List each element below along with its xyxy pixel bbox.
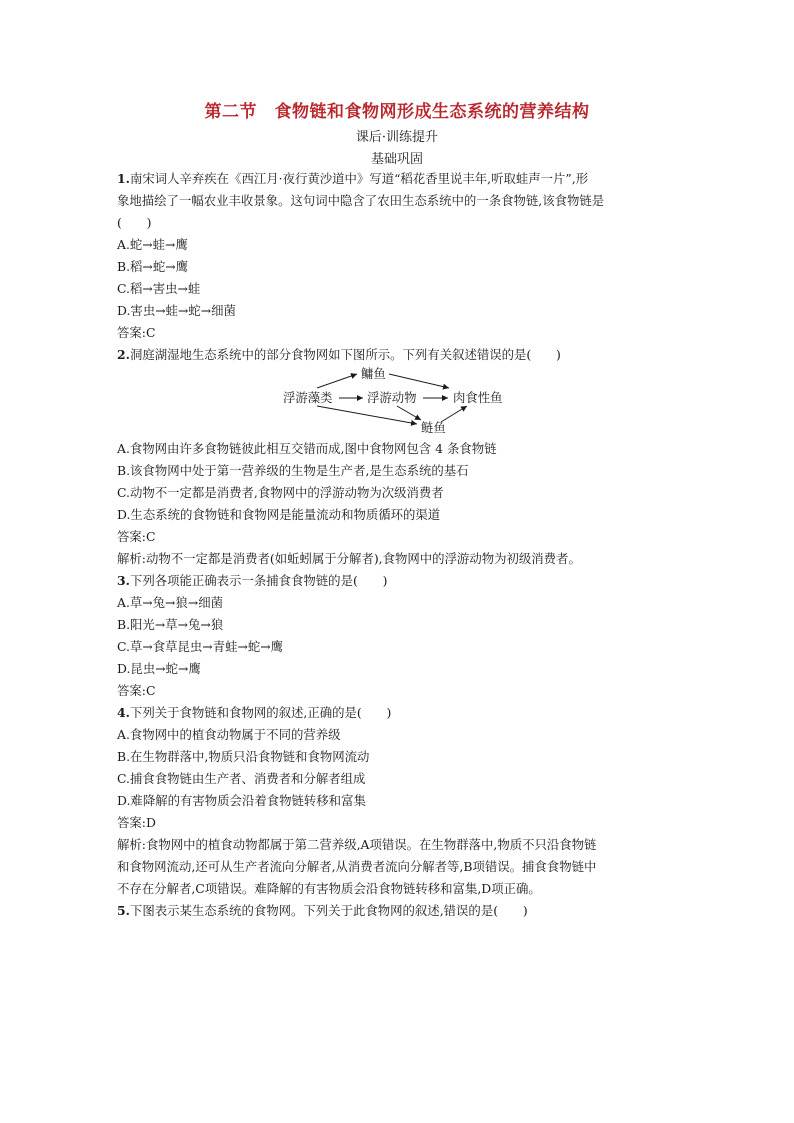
answer: 答案:C bbox=[117, 529, 156, 544]
option-c: C.捕食食物链由生产者、消费者和分解者组成 bbox=[117, 771, 366, 786]
option-c: C.草→食草昆虫→青蛙→蛇→鹰 bbox=[117, 639, 284, 654]
option-b: B.在生物群落中,物质只沿食物链和食物网流动 bbox=[117, 749, 370, 764]
question-number: 5. bbox=[117, 903, 130, 918]
node-zooplankton: 浮游动物 bbox=[367, 390, 417, 405]
page-title: 第二节 食物链和食物网形成生态系统的营养结构 bbox=[204, 102, 590, 122]
question-list bbox=[117, 168, 677, 922]
question-number: 3. bbox=[117, 573, 130, 588]
question-5-stem bbox=[117, 900, 677, 922]
arrow-zoo-to-carp2 bbox=[397, 406, 421, 420]
option-b: B.该食物网中处于第一营养级的生物是生产者,是生态系统的基石 bbox=[117, 463, 469, 478]
analysis: 和食物网流动,还可从生产者流向分解者,从消费者流向分解者等,B项错误。捕食食物链中 bbox=[117, 859, 597, 874]
question-text: 下列各项能正确表示一条捕食食物链的是( ) bbox=[129, 573, 388, 588]
node-carnivorous-fish: 肉食性鱼 bbox=[453, 390, 503, 405]
question-number: 4. bbox=[117, 705, 130, 720]
question-text: 下图表示某生态系统的食物网。下列关于此食物网的叙述,错误的是( ) bbox=[129, 903, 528, 918]
question-text: 下列关于食物链和食物网的叙述,正确的是( ) bbox=[129, 705, 392, 720]
question-1-stem bbox=[117, 168, 677, 190]
option-c: C.动物不一定都是消费者,食物网中的浮游动物为次级消费者 bbox=[117, 485, 444, 500]
option-c: C.稻→害虫→蛙 bbox=[117, 281, 201, 296]
option-a: A.草→兔→狼→细菌 bbox=[117, 595, 223, 610]
node-silver-carp: 鲢鱼 bbox=[421, 420, 446, 435]
option-b: B.阳光→草→兔→狼 bbox=[117, 617, 224, 632]
question-2-stem bbox=[117, 344, 677, 366]
answer: 答案:D bbox=[117, 815, 156, 830]
option-d: D.昆虫→蛇→鹰 bbox=[117, 661, 201, 676]
node-algae: 浮游藻类 bbox=[283, 390, 333, 405]
option-d: D.生态系统的食物链和食物网是能量流动和物质循环的渠道 bbox=[117, 507, 441, 522]
answer: 答案:C bbox=[117, 683, 156, 698]
question-number: 1. bbox=[117, 171, 130, 186]
question-text: 象地描绘了一幅农业丰收景象。这句词中隐含了农田生态系统中的一条食物链,该食物链是 bbox=[117, 193, 605, 208]
question-3-stem bbox=[117, 570, 677, 592]
option-b: B.稻→蛇→鹰 bbox=[117, 259, 188, 274]
page-subtitle: 课后·训练提升 bbox=[355, 130, 439, 145]
food-web-diagram bbox=[117, 366, 677, 438]
answer: 答案:C bbox=[117, 325, 156, 340]
option-d: D.难降解的有害物质会沿着食物链转移和富集 bbox=[117, 793, 366, 808]
analysis: 解析:动物不一定都是消费者(如蚯蚓属于分解者),食物网中的浮游动物为初级消费者。 bbox=[117, 551, 581, 566]
option-a: A.蛇→蛙→鹰 bbox=[117, 237, 188, 252]
section-heading: 基础巩固 bbox=[370, 152, 423, 167]
node-bighead-carp: 鳙鱼 bbox=[361, 366, 386, 381]
answer-blank: ( ) bbox=[117, 215, 152, 230]
question-number: 2. bbox=[117, 347, 130, 362]
question-text: 洞庭湖湿地生态系统中的部分食物网如下图所示。下列有关叙述错误的是( ) bbox=[129, 347, 561, 362]
option-d: D.害虫→蛙→蛇→细菌 bbox=[117, 303, 236, 318]
arrow-carp1-to-predator bbox=[389, 374, 449, 388]
option-a: A.食物网中的植食动物属于不同的营养级 bbox=[117, 727, 341, 742]
analysis: 不存在分解者,C项错误。难降解的有害物质会沿食物链转移和富集,D项正确。 bbox=[117, 881, 541, 896]
analysis: 解析:食物网中的植食动物都属于第二营养级,A项错误。在生物群落中,物质不只沿食物链 bbox=[117, 837, 597, 852]
arrow-algae-to-carp1 bbox=[317, 374, 357, 388]
question-text: 南宋词人辛弃疾在《西江月·夜行黄沙道中》写道“稻花香里说丰年,听取蛙声一片”,形 bbox=[129, 171, 589, 186]
question-4-stem bbox=[117, 702, 677, 724]
option-a: A.食物网由许多食物链彼此相互交错而成,图中食物网包含 4 条食物链 bbox=[117, 441, 497, 456]
